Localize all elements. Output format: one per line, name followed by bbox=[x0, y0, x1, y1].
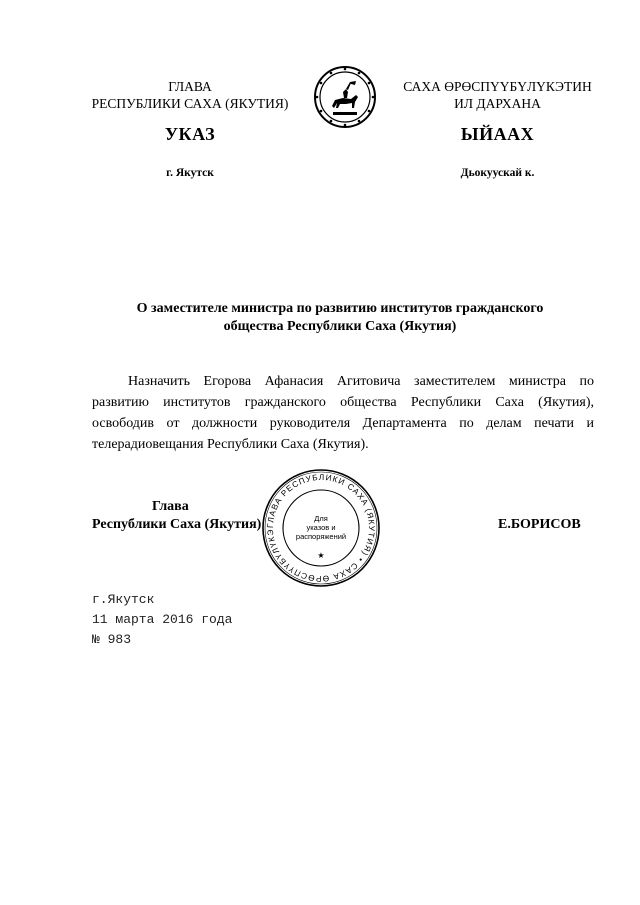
doc-type-left: УКАЗ bbox=[164, 124, 216, 144]
header-right bbox=[385, 78, 610, 112]
document-body bbox=[92, 371, 594, 455]
header-right-line2: ИЛ ДАРХАНА bbox=[454, 96, 541, 111]
coat-of-arms-icon bbox=[313, 62, 377, 132]
city-right: Дьокуускай к. bbox=[460, 167, 535, 179]
footer-number: № 983 bbox=[92, 632, 132, 647]
document-title-line1: О заместителе министра по развитию институтов гражданского bbox=[136, 301, 544, 316]
stamp-center-line1: Для bbox=[314, 514, 328, 523]
signature-name: Е.БОРИСОВ bbox=[498, 517, 581, 532]
header-left bbox=[80, 78, 300, 112]
header-left-line2: РЕСПУБЛИКИ САХА (ЯКУТИЯ) bbox=[91, 96, 289, 111]
doc-type-right: ЫЙААХ bbox=[460, 124, 535, 144]
official-stamp bbox=[259, 466, 383, 590]
stamp-center-line3: распоряжений bbox=[295, 532, 347, 541]
city-left: г. Якутск bbox=[166, 167, 214, 179]
body-line1: Назначить Егорова Афанасия Агитовича заместителем министра по bbox=[128, 374, 594, 389]
header-left-line1: ГЛАВА bbox=[168, 79, 212, 94]
document-title-line2: общества Республики Саха (Якутия) bbox=[223, 319, 457, 334]
footer-date: 11 марта 2016 года bbox=[92, 612, 233, 627]
body-line2: развитию институтов гражданского общества Республики Саха (Якутия), bbox=[92, 395, 594, 410]
body-line3: освободив от должности руководителя Департамента по делам печати и bbox=[92, 416, 594, 431]
signature-position-line2: Республики Саха (Якутия) bbox=[92, 517, 262, 532]
footer-meta bbox=[92, 590, 352, 650]
body-line4: телерадиовещания Республики Саха (Якутия). bbox=[92, 437, 369, 452]
stamp-center-line2: указов и bbox=[306, 523, 336, 532]
footer-city: г.Якутск bbox=[92, 592, 155, 607]
stamp-star-icon: ★ bbox=[317, 551, 325, 560]
stamp-ring-text: ГЛАВА РЕСПУБЛИКИ САХА (ЯКУТИЯ) • САХА ӨРӨСПҮҮБҮЛҮКЭ bbox=[265, 472, 377, 584]
document-title bbox=[90, 300, 590, 336]
signature-position-line1: Глава bbox=[152, 499, 189, 514]
header-right-line1: САХА ӨРӨСПҮҮБҮЛҮКЭТИН bbox=[403, 79, 592, 94]
